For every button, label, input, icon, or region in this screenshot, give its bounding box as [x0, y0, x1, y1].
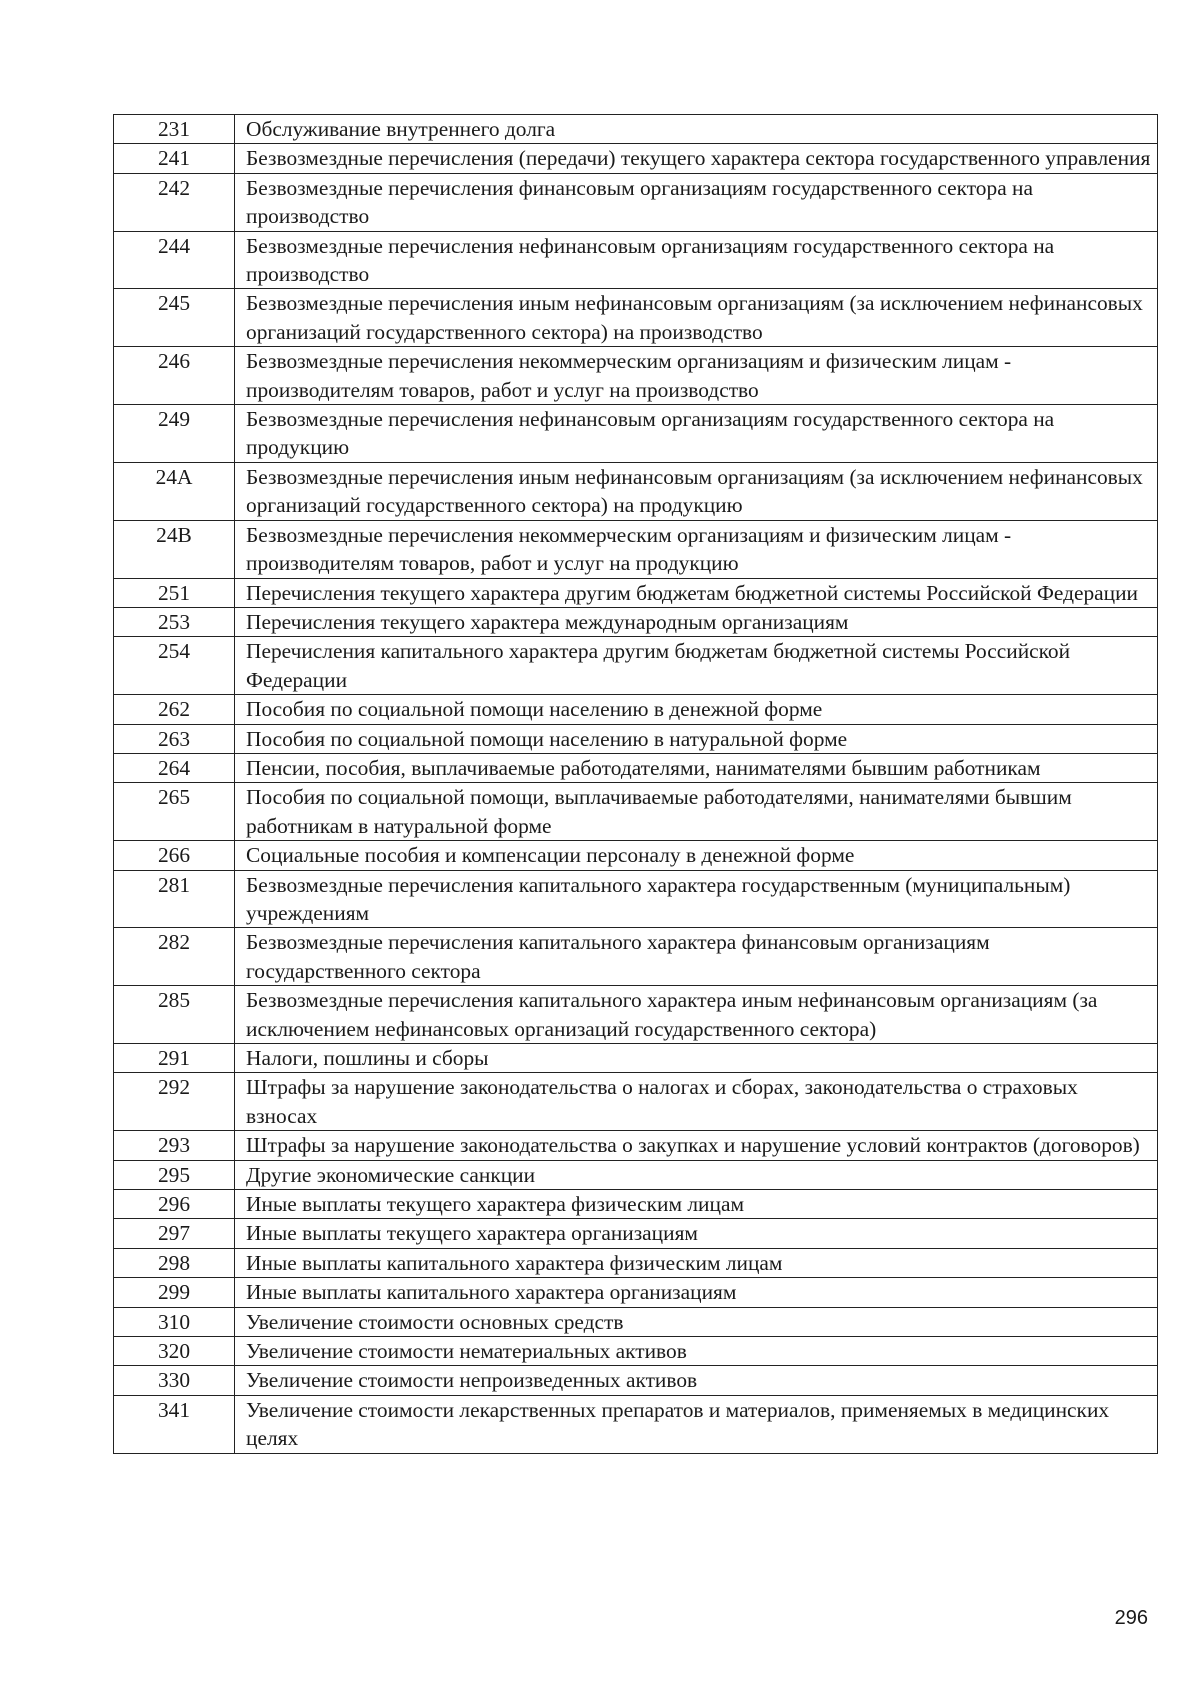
code-cell: 320 — [114, 1337, 235, 1366]
table-row — [114, 637, 1158, 695]
table-row — [114, 1395, 1158, 1453]
table-row — [114, 289, 1158, 347]
table-row — [114, 144, 1158, 173]
table-row — [114, 928, 1158, 986]
description-cell: Безвозмездные перечисления нефинансовым организациям государственного сектора на продукцию — [235, 405, 1158, 463]
code-cell: 298 — [114, 1248, 235, 1277]
description-cell: Пособия по социальной помощи, выплачиваемые работодателями, нанимателями бывшим работникам в натуральной форме — [235, 783, 1158, 841]
table-row — [114, 1366, 1158, 1395]
code-cell: 24А — [114, 462, 235, 520]
code-cell: 282 — [114, 928, 235, 986]
table-row — [114, 1044, 1158, 1073]
table-row — [114, 520, 1158, 578]
code-cell: 262 — [114, 695, 235, 724]
description-cell: Пособия по социальной помощи населению в натуральной форме — [235, 724, 1158, 753]
code-cell: 299 — [114, 1278, 235, 1307]
code-cell: 265 — [114, 783, 235, 841]
description-cell: Безвозмездные перечисления некоммерческим организациям и физическим лицам - производителям товаров, работ и услуг на производство — [235, 347, 1158, 405]
description-cell: Безвозмездные перечисления некоммерческим организациям и физическим лицам - производителям товаров, работ и услуг на продукцию — [235, 520, 1158, 578]
table-row — [114, 783, 1158, 841]
code-cell: 241 — [114, 144, 235, 173]
code-cell: 291 — [114, 1044, 235, 1073]
description-cell: Увеличение стоимости непроизведенных активов — [235, 1366, 1158, 1395]
code-cell: 266 — [114, 841, 235, 870]
description-cell: Обслуживание внутреннего долга — [235, 115, 1158, 144]
expense-codes-table — [113, 114, 1158, 1454]
description-cell: Безвозмездные перечисления (передачи) текущего характера сектора государственного управления — [235, 144, 1158, 173]
code-cell: 296 — [114, 1190, 235, 1219]
table-row — [114, 1219, 1158, 1248]
code-cell: 244 — [114, 231, 235, 289]
description-cell: Перечисления текущего характера международным организациям — [235, 607, 1158, 636]
description-cell: Безвозмездные перечисления нефинансовым организациям государственного сектора на производство — [235, 231, 1158, 289]
table-row — [114, 462, 1158, 520]
code-cell: 297 — [114, 1219, 235, 1248]
description-cell: Безвозмездные перечисления капитального характера государственным (муниципальным) учреждениям — [235, 870, 1158, 928]
description-cell: Увеличение стоимости нематериальных активов — [235, 1337, 1158, 1366]
description-cell: Социальные пособия и компенсации персоналу в денежной форме — [235, 841, 1158, 870]
code-cell: 263 — [114, 724, 235, 753]
page-number: 296 — [1114, 1607, 1148, 1629]
description-cell: Пенсии, пособия, выплачиваемые работодателями, нанимателями бывшим работникам — [235, 753, 1158, 782]
description-cell: Другие экономические санкции — [235, 1160, 1158, 1189]
table-row — [114, 1190, 1158, 1219]
table-row — [114, 578, 1158, 607]
table-row — [114, 1073, 1158, 1131]
table-row — [114, 1278, 1158, 1307]
code-cell: 24В — [114, 520, 235, 578]
code-cell: 231 — [114, 115, 235, 144]
description-cell: Иные выплаты текущего характера организациям — [235, 1219, 1158, 1248]
description-cell: Налоги, пошлины и сборы — [235, 1044, 1158, 1073]
description-cell: Безвозмездные перечисления капитального характера иным нефинансовым организациям (за исключением нефинансовых организаций государственного сектора) — [235, 986, 1158, 1044]
table-row — [114, 1160, 1158, 1189]
description-cell: Перечисления капитального характера другим бюджетам бюджетной системы Российской Федерации — [235, 637, 1158, 695]
table-row — [114, 841, 1158, 870]
table-row — [114, 695, 1158, 724]
table-row — [114, 753, 1158, 782]
code-cell: 249 — [114, 405, 235, 463]
code-cell: 281 — [114, 870, 235, 928]
code-cell: 285 — [114, 986, 235, 1044]
code-cell: 251 — [114, 578, 235, 607]
table-row — [114, 724, 1158, 753]
code-cell: 293 — [114, 1131, 235, 1160]
table-row — [114, 1248, 1158, 1277]
code-cell: 253 — [114, 607, 235, 636]
description-cell: Безвозмездные перечисления иным нефинансовым организациям (за исключением нефинансовых организаций государственного сектора) на производство — [235, 289, 1158, 347]
code-cell: 245 — [114, 289, 235, 347]
code-cell: 246 — [114, 347, 235, 405]
code-cell: 310 — [114, 1307, 235, 1336]
table-row — [114, 405, 1158, 463]
table-row — [114, 115, 1158, 144]
description-cell: Штрафы за нарушение законодательства о закупках и нарушение условий контрактов (договоров) — [235, 1131, 1158, 1160]
table-row — [114, 1131, 1158, 1160]
table-body — [114, 115, 1158, 1454]
code-cell: 242 — [114, 173, 235, 231]
description-cell: Безвозмездные перечисления финансовым организациям государственного сектора на производство — [235, 173, 1158, 231]
table-row — [114, 1307, 1158, 1336]
table-row — [114, 986, 1158, 1044]
table-row — [114, 607, 1158, 636]
table-row — [114, 1337, 1158, 1366]
description-cell: Увеличение стоимости основных средств — [235, 1307, 1158, 1336]
code-cell: 341 — [114, 1395, 235, 1453]
description-cell: Штрафы за нарушение законодательства о налогах и сборах, законодательства о страховых взносах — [235, 1073, 1158, 1131]
description-cell: Безвозмездные перечисления капитального характера финансовым организациям государственного сектора — [235, 928, 1158, 986]
code-cell: 292 — [114, 1073, 235, 1131]
table-row — [114, 870, 1158, 928]
table-row — [114, 173, 1158, 231]
table-row — [114, 231, 1158, 289]
code-cell: 295 — [114, 1160, 235, 1189]
description-cell: Увеличение стоимости лекарственных препаратов и материалов, применяемых в медицинских целях — [235, 1395, 1158, 1453]
description-cell: Иные выплаты текущего характера физическим лицам — [235, 1190, 1158, 1219]
description-cell: Пособия по социальной помощи населению в денежной форме — [235, 695, 1158, 724]
description-cell: Перечисления текущего характера другим бюджетам бюджетной системы Российской Федерации — [235, 578, 1158, 607]
description-cell: Безвозмездные перечисления иным нефинансовым организациям (за исключением нефинансовых организаций государственного сектора) на продукцию — [235, 462, 1158, 520]
description-cell: Иные выплаты капитального характера физическим лицам — [235, 1248, 1158, 1277]
code-cell: 330 — [114, 1366, 235, 1395]
code-cell: 254 — [114, 637, 235, 695]
code-cell: 264 — [114, 753, 235, 782]
description-cell: Иные выплаты капитального характера организациям — [235, 1278, 1158, 1307]
table-row — [114, 347, 1158, 405]
